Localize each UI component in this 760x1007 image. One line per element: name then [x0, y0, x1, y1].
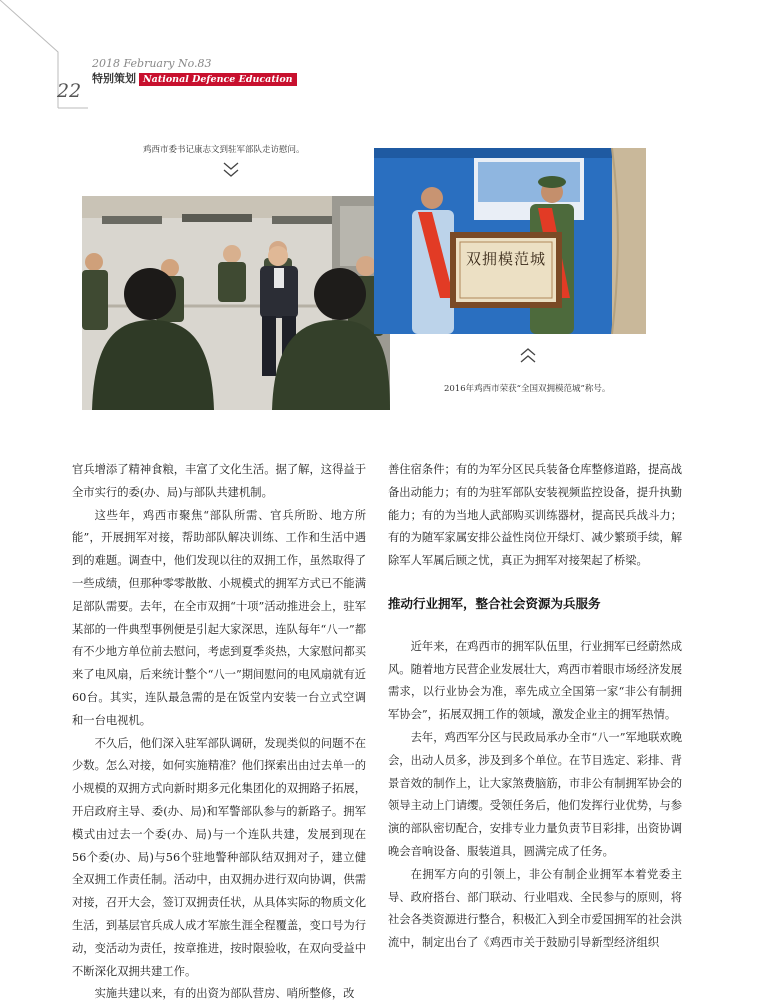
paragraph: 在拥军方向的引领上，非公有制企业拥军本着党委主导、政府搭台、部门联动、行业唱戏、全民参与的原则，将社会各类资源进行整合，积极汇入到全市爱国拥军的社会洪流中，制定出台了《鸡西市关于鼓励引导新型经济组织 [388, 867, 682, 950]
right-photo-caption: 2016年鸡西市荣获“全国双拥模范城”称号。 [444, 384, 611, 394]
chevron-down-icon [222, 160, 240, 180]
plaque-text: 双拥模范城 [465, 250, 546, 268]
section-title-en: National Defence Education [139, 73, 297, 86]
article-column-left [72, 459, 366, 1006]
paragraph: 去年，鸡西军分区与民政局承办全市“八一”军地联欢晚会，出动人员多，涉及到多个单位。在节目选定、彩排、背景音效的制作上，让大家煞费脑筋，市非公有制拥军协会的领导主动上门请缨。受领任务后，他们发挥行业优势，与参演的部队密切配合，安排专业力量负责节目彩排，出资协调晚会音响设备、服装道具，圆满完成了任务。 [388, 730, 682, 858]
paragraph: 实施共建以来，有的出资为部队营房、哨所整修，改 [94, 987, 355, 1001]
meeting-photo [82, 196, 390, 410]
paragraph: 善住宿条件；有的为军分区民兵装备仓库整修道路，提高战备出动能力；有的为驻军部队安装视频监控设备，提升执勤能力；有的为当地人武部购买训练器材，提高民兵战斗力；有的为随军家属安排公益性岗位开绿灯、减少繁琐手续，解除军人军属后顾之忧，真正为拥军对接架起了桥梁。 [388, 463, 682, 568]
paragraph: 这些年，鸡西市聚焦“部队所需、官兵所盼、地方所能”，开展拥军对接，帮助部队解决训练、工作和生活中遇到的难题。调查中，他们发现以往的双拥工作，虽然取得了一些成绩，但那种零零散散、小规模式的拥军方式已不能满足部队需要。去年，在全市双拥“十项”活动推进会上，驻军某部的一件典型事例便是引起大家深思，连队每年“八一”都有不少地方单位前去慰问，考虑到夏季炎热，大家慰问都买来了电风扇，后来统计整个“八一”期间慰问的电风扇就有近60台。其实，连队最急需的是在饭堂内安装一台立式空调和一台电视机。 [72, 508, 366, 727]
left-photo-caption: 鸡西市委书记康志文到驻军部队走访慰问。 [143, 145, 305, 155]
paragraph: 不久后，他们深入驻军部队调研，发现类似的问题不在少数。怎么对接，如何实施精准？他们探索出由过去单一的小规模的双拥方式向新时期多元化集团化的双拥路子拓展，开启政府主导、委(办、局)和军警部队参与的新路子。拥军模式由过去一个委(办、局)与一个连队共建，发展到现在56个委(办、局)与56个驻地警种部队结双拥对子，建立健全双拥工作责任制。活动中，由双拥办进行双向协调，供需对接，召开大会，签订双拥责任状，从具体实际的物质文化生活，到基层官兵成人成才军旅生涯全程覆盖，变口号为行动，变活动为责任，按章推进，按时限验收，在双向受益中不断深化双拥共建工作。 [72, 736, 366, 978]
paragraph: 官兵增添了精神食粮，丰富了文化生活。据了解，这得益于全市实行的委(办、局)与部队共建机制。 [72, 463, 366, 499]
section-title [92, 70, 297, 86]
section-heading: 推动行业拥军，整合社会资源为兵服务 [388, 595, 601, 611]
issue-label: 2018 February No.83 [92, 57, 212, 70]
section-title-cn: 特别策划 [92, 72, 136, 85]
page-number: 22 [57, 80, 82, 102]
award-photo [374, 148, 646, 334]
paragraph: 近年来，在鸡西市的拥军队伍里，行业拥军已经蔚然成风。随着地方民营企业发展壮大，鸡西市着眼市场经济发展需求，以行业协会为准，率先成立全国第一家“非公有制拥军协会”，拓展双拥工作的领域，激发企业主的拥军热情。 [388, 639, 682, 722]
chevron-up-icon [519, 346, 537, 366]
article-column-right [388, 459, 682, 955]
